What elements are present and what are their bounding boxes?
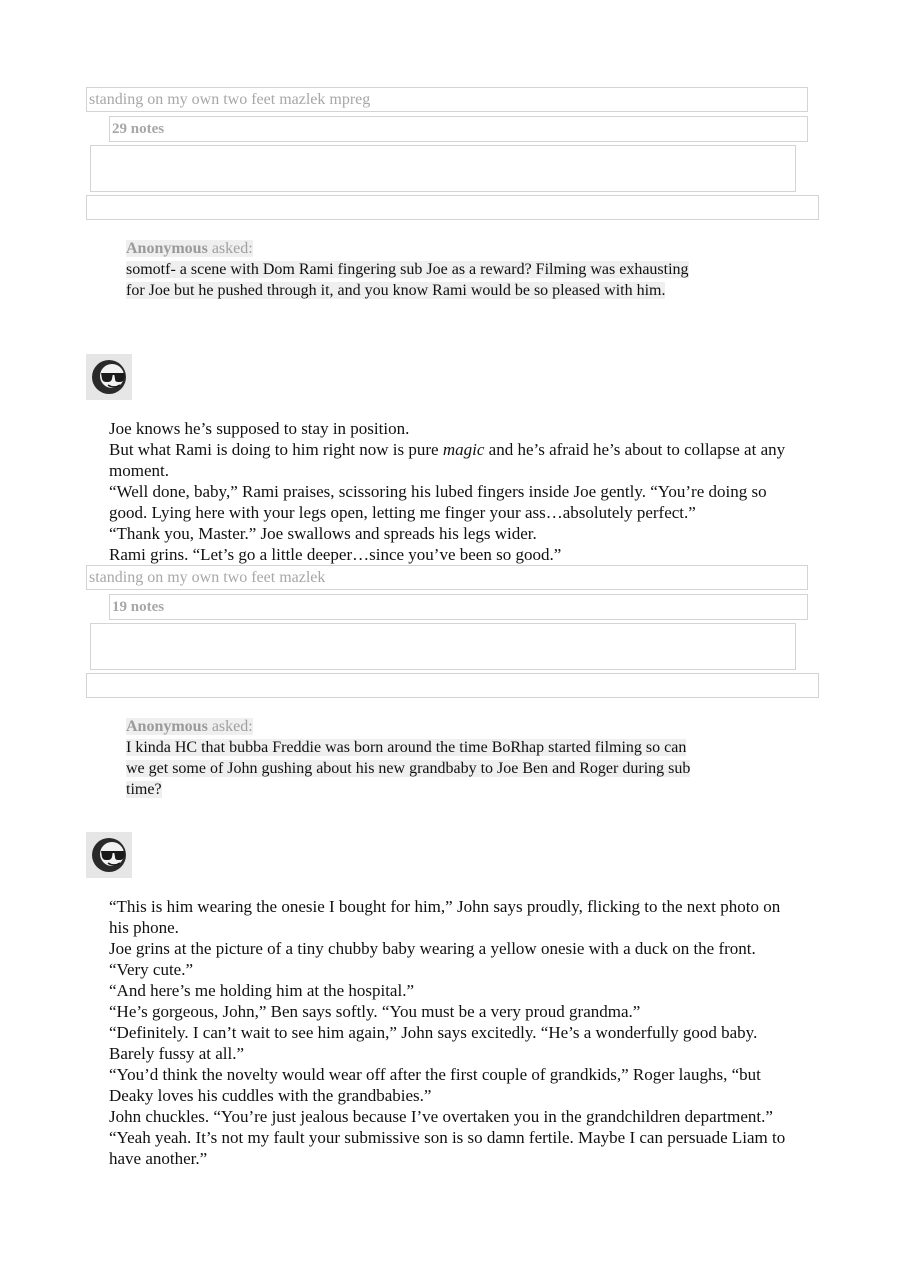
paragraph: “This is him wearing the onesie I bought for him,” John says proudly, flicking to the next photo on his phone. xyxy=(109,897,781,937)
avatar[interactable] xyxy=(86,354,132,400)
paragraph: “And here’s me holding him at the hospital.” xyxy=(109,981,414,1000)
post-tags[interactable] xyxy=(86,565,808,590)
ask-block xyxy=(126,238,706,301)
empty-panel xyxy=(90,145,796,192)
ask-block xyxy=(126,716,706,800)
post-divider xyxy=(86,195,819,220)
paragraph: “Definitely. I can’t wait to see him again,” John says excitedly. “He’s a wonderfully good baby. Barely fussy at all.” xyxy=(109,1023,758,1063)
notes-text[interactable]: 29 notes xyxy=(112,121,165,137)
asker-name[interactable]: Anonymous xyxy=(126,718,208,735)
post-tags[interactable] xyxy=(86,87,808,112)
paragraph: “Yeah yeah. It’s not my fault your submissive son is so damn fertile. Maybe I can persuade Liam to have another.” xyxy=(109,1128,786,1168)
ask-question-text: somotf- a scene with Dom Rami fingering sub Joe as a reward? Filming was exhausting for Joe but he pushed through it, and you know Rami would be so pleased with him. xyxy=(126,261,689,299)
avatar[interactable] xyxy=(86,832,132,878)
post-body xyxy=(109,896,799,1169)
empty-panel xyxy=(90,623,796,670)
ask-header xyxy=(126,238,706,259)
asked-label: asked: xyxy=(207,718,253,735)
text-span: and he’s afraid he’s about to collapse at any moment. xyxy=(109,440,786,480)
ask-question xyxy=(126,259,706,301)
ask-question-text: I kinda HC that bubba Freddie was born around the time BoRhap started filming so can we get some of John gushing about his new grandbaby to Joe Ben and Roger during sub time? xyxy=(126,739,691,798)
emphasis-text: magic xyxy=(442,440,485,459)
text-span: But what Rami is doing to him right now is pure xyxy=(109,440,443,459)
paragraph xyxy=(109,439,809,481)
asked-label: asked: xyxy=(207,240,253,257)
tags-text[interactable]: standing on my own two feet mazlek mpreg xyxy=(89,91,371,108)
paragraph: “Thank you, Master.” Joe swallows and spreads his legs wider. xyxy=(109,524,537,543)
ask-question xyxy=(126,737,706,800)
paragraph: “Well done, baby,” Rami praises, scissoring his lubed fingers inside Joe gently. “You’re doing so good. Lying here with your legs open, letting me finger your ass…absolutely perfect.” xyxy=(109,482,767,522)
paragraph: “You’d think the novelty would wear off after the first couple of grandkids,” Roger laughs, “but Deaky loves his cuddles with the grandbabies.” xyxy=(109,1065,761,1105)
ask-header xyxy=(126,716,706,737)
sunglasses-face-icon xyxy=(86,354,132,400)
post-divider xyxy=(86,673,819,698)
sunglasses-face-icon xyxy=(86,832,132,878)
paragraph: “He’s gorgeous, John,” Ben says softly. “You must be a very proud grandma.” xyxy=(109,1002,641,1021)
paragraph: John chuckles. “You’re just jealous because I’ve overtaken you in the grandchildren department.” xyxy=(109,1107,773,1126)
paragraph: Rami grins. “Let’s go a little deeper…since you’ve been so good.” xyxy=(109,545,562,564)
notes-count[interactable] xyxy=(109,594,808,620)
notes-text[interactable]: 19 notes xyxy=(112,599,165,615)
notes-count[interactable] xyxy=(109,116,808,142)
post-body xyxy=(109,418,809,565)
paragraph: Joe grins at the picture of a tiny chubby baby wearing a yellow onesie with a duck on the front. “Very cute.” xyxy=(109,939,756,979)
paragraph: Joe knows he’s supposed to stay in position. xyxy=(109,419,410,438)
asker-name[interactable]: Anonymous xyxy=(126,240,208,257)
tags-text[interactable]: standing on my own two feet mazlek xyxy=(89,569,326,586)
